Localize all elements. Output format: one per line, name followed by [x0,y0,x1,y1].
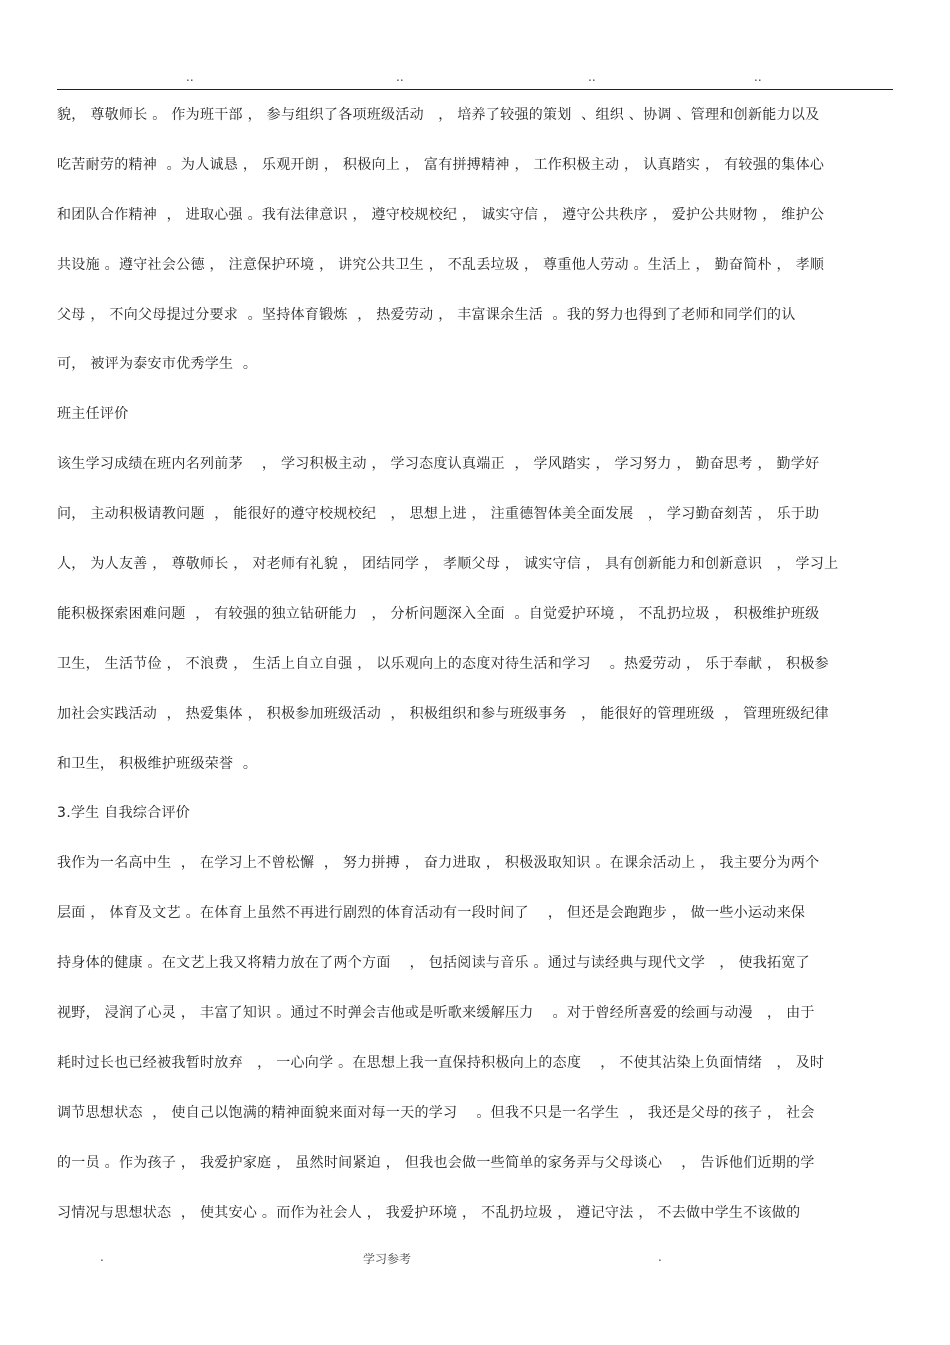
footer-label: 学习参考 [363,1252,412,1266]
text-line: 我作为一名高中生 ， 在学习上不曾松懈 ， 努力拼搏 ， 奋力进取 ， 积极汲取知识 。在课余活动上 ， 我主要分为两个 [57,855,820,872]
text-line: 加社会实践活动 ， 热爱集体 ， 积极参加班级活动 ， 积极组织和参与班级事务 ， 能很好的管理班级 ， 管理班级纪律 [57,705,829,722]
header-mark: .. [588,70,596,84]
text-line: 共设施 。遵守社会公德 ， 注意保护环境 ， 讲究公共卫生 ， 不乱丢垃圾 ， 尊重他人劳动 。生活上 ， 勤奋简朴 ， 孝顺 [57,256,825,273]
text-line: 的一员 。作为孩子 ， 我爱护家庭 ， 虽然时间紧迫 ， 但我也会做一些简单的家务弄与父母谈心 ， 告诉他们近期的学 [57,1154,815,1171]
text-line: 视野， 浸润了心灵 ， 丰富了知识 。通过不时弹会吉他或是听歌来缓解压力 。对于曾经所喜爱的绘画与动漫 ， 由于 [57,1005,815,1022]
footer-left-mark: . [100,1250,104,1264]
text-line: 和卫生， 积极维护班级荣誉 。 [57,755,258,772]
text-line: 貌， 尊敬师长 。 作为班干部 ， 参与组织了各项班级活动 ， 培养了较强的策划 、组织 、协调 、管理和创新能力以及 [57,107,820,123]
text-line: 耗时过长也已经被我暂时放弃 ， 一心向学 。在思想上我一直保持积极向上的态度 ， 不使其沾染上负面情绪 ， 及时 [57,1054,825,1071]
header-mark: .. [396,70,404,84]
text-line: 卫生， 生活节俭 ， 不浪费 ， 生活上自立自强 ， 以乐观向上的态度对待生活和学习 。热爱劳动 ， 乐于奉献 ， 积极参 [57,655,829,672]
text-line: 该生学习成绩在班内名列前茅 ， 学习积极主动 ， 学习态度认真端正 ， 学风踏实 ， 学习努力 ， 勤奋思考 ， 勤学好 [57,456,820,473]
footer-right-mark: . [658,1250,662,1264]
header-mark: .. [754,70,762,84]
text-line: 习情况与思想状态 ， 使其安心 。而作为社会人 ， 我爱护环境 ， 不乱扔垃圾 ， 遵记守法 ， 不去做中学生不该做的 [57,1204,801,1221]
text-line: 和团队合作精神 ， 进取心强 。我有法律意识 ， 遵守校规校纪 ， 诚实守信 ， 遵守公共秩序 ， 爱护公共财物 ， 维护公 [57,206,825,223]
text-line: 人， 为人友善 ， 尊敬师长 ， 对老师有礼貌 ， 团结同学 ， 孝顺父母 ， 诚实守信 ， 具有创新能力和创新意识 ， 学习上 [57,556,839,573]
body-text [57,97,893,1244]
text-line: 父母 ， 不向父母提过分要求 。坚持体育锻炼 ， 热爱劳动 ， 丰富课余生活 。我的努力也得到了老师和同学们的认 [57,306,796,323]
text-line: 问， 主动积极请教问题 ， 能很好的遵守校规校纪 ， 思想上进 ， 注重德智体美全面发展 ， 学习勤奋刻苦 ， 乐于助 [57,506,820,523]
text-line: 能积极探索困难问题 ， 有较强的独立钻研能力 ， 分析问题深入全面 。自觉爱护环境 ， 不乱扔垃圾 ， 积极维护班级 [57,605,820,622]
text-line: 层面 ， 体育及文艺 。在体育上虽然不再进行剧烈的体育活动有一段时间了 ， 但还是会跑跑步 ， 做一些小运动来保 [57,905,806,922]
text-line: 可， 被评为泰安市优秀学生 。 [57,356,258,373]
section-heading: 3.学生 自我综合评价 [57,805,191,822]
text-line: 吃苦耐劳的精神 。为人诚恳 ， 乐观开朗 ， 积极向上 ， 富有拼搏精神 ， 工作积极主动 ， 认真踏实 ， 有较强的集体心 [57,156,825,173]
text-line: 调节思想状态 ， 使自己以饱满的精神面貌来面对每一天的学习 。但我不只是一名学生 ， 我还是父母的孩子 ， 社会 [57,1104,815,1121]
header-mark: .. [186,70,194,84]
header-rule [57,89,893,90]
section-heading: 班主任评价 [57,406,129,423]
text-line: 持身体的健康 。在文艺上我又将精力放在了两个方面 ， 包括阅读与音乐 。通过与读经典与现代文学 ， 使我拓宽了 [57,955,810,972]
